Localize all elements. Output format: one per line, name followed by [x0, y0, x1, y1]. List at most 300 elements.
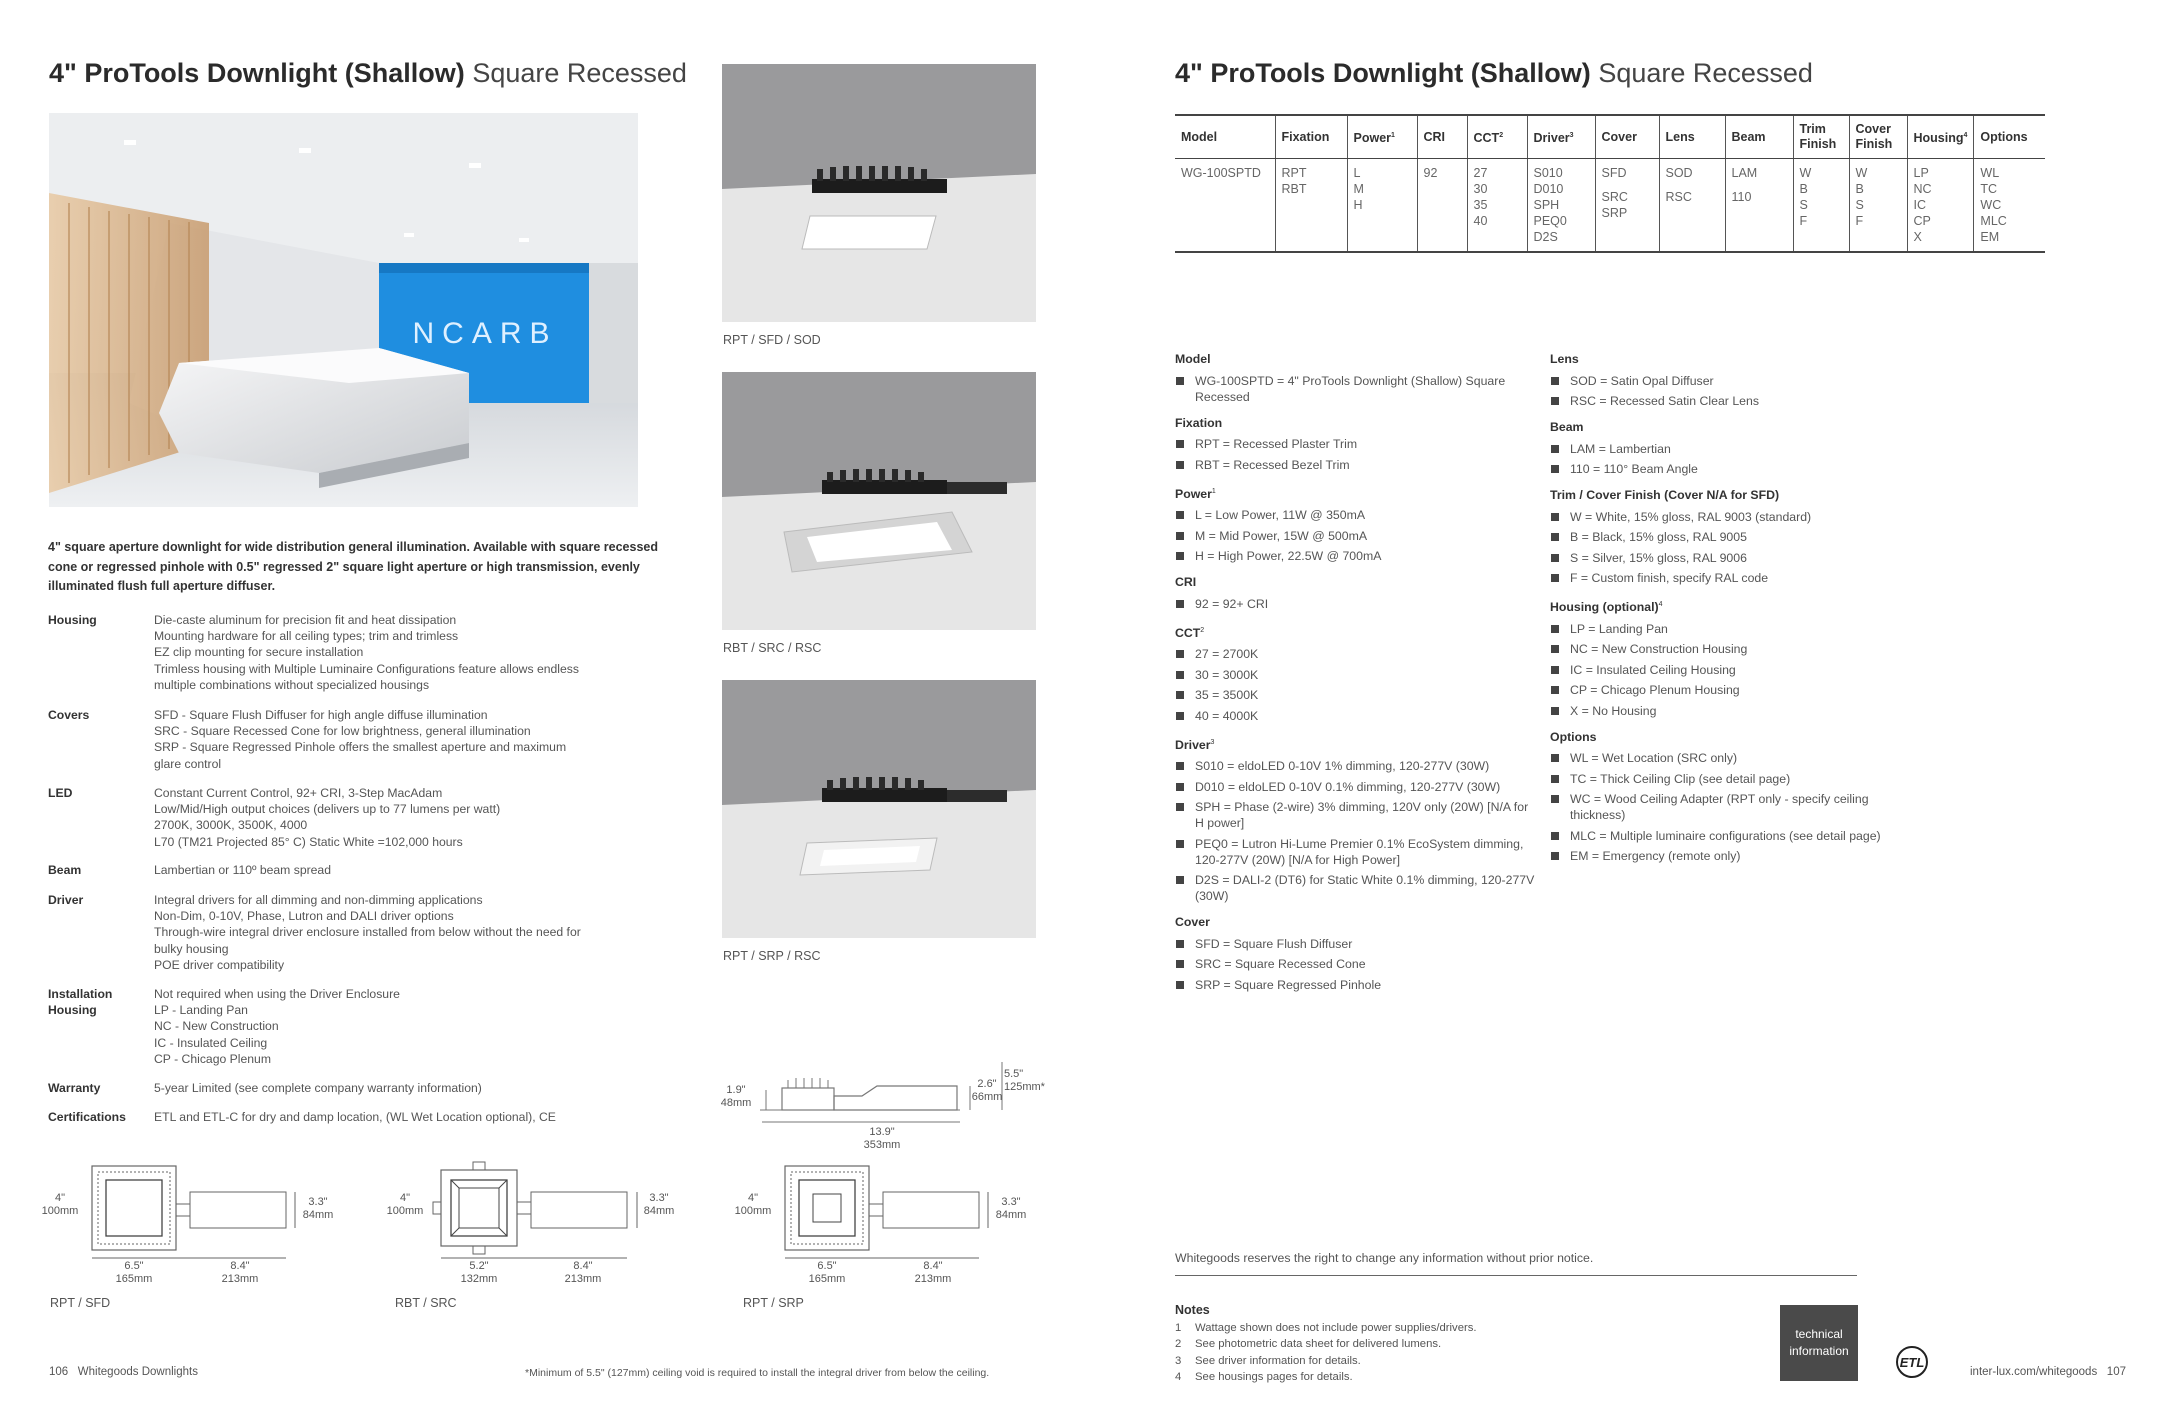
dim-label-w [807, 1260, 847, 1286]
spec-line: IC - Insulated Ceiling [154, 1035, 268, 1050]
legend-item: IC = Insulated Ceiling Housing [1550, 662, 1910, 678]
dim-mm: 132mm [460, 1273, 498, 1285]
cell-value: SOD [1665, 166, 1693, 180]
spec-label: Housing [48, 613, 97, 627]
cell-value: LP [1913, 166, 1929, 180]
drawing-caption: RPT / SFD [50, 1296, 111, 1310]
left-footer [49, 1366, 198, 1378]
th-beam [1725, 115, 1793, 159]
note-item [1175, 1369, 1477, 1385]
footnote: *Minimum of 5.5" (127mm) ceiling void is required to install the integral driver from below the ceiling. [525, 1367, 990, 1379]
footer-url[interactable]: inter-lux.com/whitegoods [1970, 1366, 2098, 1378]
notes-heading: Notes [1175, 1303, 1210, 1317]
cell-value: B [1799, 182, 1808, 196]
drawing-caption: RPT / SRP [743, 1296, 804, 1310]
legend-item: SRP = Square Regressed Pinhole [1175, 977, 1535, 993]
header-sup: 3 [1569, 131, 1574, 139]
note-number: 3 [1175, 1354, 1182, 1367]
cell-value [1732, 181, 1787, 189]
spec-label-line: Housing [48, 1003, 97, 1018]
header-text: CRI [1423, 129, 1446, 144]
dim-in: 8.4" [230, 1260, 250, 1272]
table-cell [1725, 159, 1793, 253]
dim-in: 3.3" [649, 1192, 669, 1204]
spec-line: Trimless housing with Multiple Luminaire Configurations feature allows endless [154, 661, 579, 676]
header-text: Beam [1731, 129, 1766, 144]
legend-heading [1550, 596, 1910, 616]
note-text: See driver information for details. [1195, 1354, 1361, 1367]
dim-label-total [1004, 1068, 1064, 1094]
header-text: CCT [1473, 131, 1500, 146]
dim-mm: 213mm [914, 1273, 952, 1285]
cell-value: LAM [1731, 166, 1758, 180]
dim-in: 8.4" [923, 1260, 943, 1272]
tab-label-line: technical [1795, 1327, 1843, 1341]
table-cell [1595, 159, 1659, 253]
title-light: Square Recessed [1598, 58, 1813, 88]
spec-line: bulky housing [154, 941, 229, 956]
th-lens [1659, 115, 1725, 159]
dim-in: 13.9" [869, 1126, 895, 1138]
header-text: Fixation [1281, 129, 1330, 144]
spec-line: EZ clip mounting for secure installation [154, 645, 364, 660]
legend-heading-text: Housing (optional) [1550, 600, 1659, 615]
cell-value: NC [1913, 182, 1932, 196]
legend-heading [1550, 487, 1910, 504]
spec-line: ETL and ETL-C for dry and damp location, (WL Wet Location optional), CE [154, 1110, 556, 1124]
table-cell [1347, 159, 1417, 253]
cell-value: S [1799, 198, 1808, 212]
cell-value: F [1855, 214, 1864, 228]
dim-label-height [716, 1084, 756, 1110]
dim-in: 6.5" [124, 1260, 144, 1272]
spec-line: Lambertian or 110º beam spread [154, 863, 331, 877]
cell-value: 35 [1473, 198, 1488, 212]
dim-in: 3.3" [1001, 1196, 1021, 1208]
note-text: Wattage shown does not include power supplies/drivers. [1195, 1322, 1477, 1334]
header-text: Cover Finish [1855, 122, 1893, 151]
dim-label-mid [967, 1078, 1007, 1104]
dim-label-dh [991, 1196, 1031, 1222]
technical-information-tab[interactable] [1780, 1305, 1858, 1381]
tab-label-line: information [1789, 1344, 1849, 1358]
spec-label: Certifications [48, 1110, 126, 1124]
note-number: 4 [1175, 1370, 1182, 1383]
cell-value: EM [1980, 230, 2000, 244]
note-number: 2 [1175, 1338, 1182, 1351]
legend-heading-sup: 2 [1200, 626, 1205, 634]
dim-mm: 100mm [41, 1205, 79, 1217]
spec-line: 5-year Limited (see complete company warranty information) [154, 1081, 482, 1095]
legend-heading-text: Options [1550, 729, 1597, 744]
cell-value: SRC [1601, 190, 1628, 204]
table-cell [1275, 159, 1347, 253]
spec-label: LED [48, 786, 73, 800]
legend-item: B = Black, 15% gloss, RAL 9005 [1550, 529, 1910, 545]
legend-heading-text: CRI [1175, 575, 1197, 590]
spec-line: Die-caste aluminum for precision fit and heat dissipation [154, 613, 457, 627]
legend-item: S010 = eldoLED 0-10V 1% dimming, 120-277V (30W) [1175, 758, 1535, 774]
header-sup: 4 [1963, 131, 1968, 139]
dim-in: 4" [54, 1192, 66, 1204]
legend-item: SFD = Square Flush Diffuser [1175, 936, 1535, 952]
dim-in: 2.6" [977, 1078, 997, 1090]
note-item [1175, 1353, 1477, 1369]
header-text: Trim Finish [1799, 122, 1837, 151]
product-photo-srp [722, 680, 1036, 938]
cell-value: SRP [1601, 206, 1628, 220]
spec-label: Warranty [48, 1081, 101, 1095]
dim-label-dh [298, 1196, 338, 1222]
legend-item: WL = Wet Location (SRC only) [1550, 750, 1910, 766]
dim-mm: 48mm [720, 1097, 752, 1109]
dim-in: 4" [747, 1192, 759, 1204]
cell-value: W [1855, 166, 1868, 180]
legend-heading-text: Fixation [1175, 415, 1223, 430]
spec-value [154, 892, 674, 973]
table-cell [1417, 159, 1467, 253]
spec-line: glare control [154, 756, 222, 771]
spec-line: L70 (TM21 Projected 85° C) Static White =102,000 hours [154, 834, 463, 849]
header-text: Lens [1665, 129, 1695, 144]
spec-line: Mounting hardware for all ceiling types; trim and trimless [154, 629, 459, 644]
cell-value [1602, 181, 1653, 189]
spec-label: Covers [48, 708, 90, 722]
legend-item: 30 = 3000K [1175, 667, 1535, 683]
header-text: Options [1980, 129, 2028, 144]
cell-value: RPT [1281, 166, 1307, 180]
right-footer [1970, 1366, 2126, 1378]
cell-value: IC [1913, 198, 1926, 212]
dim-label-h [40, 1192, 80, 1218]
dim-mm: 213mm [564, 1273, 602, 1285]
note-text: See photometric data sheet for delivered lumens. [1195, 1338, 1442, 1351]
plan-drawing-rpt-sfd [40, 1160, 340, 1310]
header-sup: 2 [1499, 131, 1504, 139]
dim-label-h [733, 1192, 773, 1218]
right-page-title [1175, 58, 1813, 89]
legend-item: 110 = 110° Beam Angle [1550, 461, 1910, 477]
spec-line: SRC - Square Recessed Cone for low brightness, general illumination [154, 724, 531, 739]
dim-in: 1.9" [726, 1084, 746, 1096]
drawing-caption: RBT / SRC [395, 1296, 457, 1310]
notes-block [1175, 1303, 1477, 1385]
etl-listed-mark-icon [1893, 1344, 1933, 1384]
cell-value: S [1855, 198, 1864, 212]
legend-heading-text: Beam [1550, 420, 1584, 434]
cell-value: D2S [1533, 230, 1558, 244]
note-text: See housings pages for details. [1195, 1370, 1353, 1383]
table-cell [1907, 159, 1974, 253]
th-power [1347, 115, 1417, 159]
legend-heading [1175, 483, 1535, 503]
hero-sign: NCARB [412, 317, 558, 350]
legend-heading-sup: 1 [1211, 487, 1216, 495]
note-number: 1 [1175, 1322, 1182, 1334]
spec-value [154, 707, 674, 772]
cell-value: W [1799, 166, 1812, 180]
spec-line: POE driver compatibility [154, 957, 285, 972]
dim-in: 5.5" [1004, 1068, 1024, 1080]
cell-value: L [1353, 166, 1361, 180]
legend-item: RPT = Recessed Plaster Trim [1175, 436, 1535, 452]
dim-label-w [114, 1260, 154, 1286]
cell-value: 40 [1473, 214, 1488, 228]
legend-heading-text: CCT [1175, 625, 1201, 640]
plan-drawing-rbt-src [385, 1160, 685, 1310]
legend-heading-text: Lens [1550, 352, 1579, 366]
spec-line: LP - Landing Pan [154, 1003, 248, 1018]
legend-item: SPH = Phase (2-wire) 3% dimming, 120V only (20W) [N/A for H power] [1175, 799, 1535, 831]
plan-drawing-rpt-srp [733, 1160, 1033, 1310]
page-number: 107 [2106, 1366, 2126, 1378]
dim-mm: 84mm [995, 1209, 1027, 1221]
photo-caption-1: RPT / SFD / SOD [723, 333, 821, 347]
legend-heading-text: Trim / Cover Finish (Cover N/A for SFD) [1550, 488, 1780, 502]
etl-mark-text: ETL [1899, 1355, 1925, 1370]
table-cell [1849, 159, 1907, 253]
divider [1175, 1275, 1857, 1276]
dim-mm: 84mm [643, 1205, 675, 1217]
th-cri [1417, 115, 1467, 159]
photo-caption-3: RPT / SRP / RSC [723, 949, 821, 963]
legend-item: SOD = Satin Opal Diffuser [1550, 373, 1910, 389]
legend-item: SRC = Square Recessed Cone [1175, 956, 1535, 972]
dim-mm: 213mm [221, 1273, 259, 1285]
spec-label [48, 986, 148, 1018]
legend-item: W = White, 15% gloss, RAL 9003 (standard) [1550, 509, 1910, 525]
spec-line: multiple combinations without specialized housings [154, 677, 430, 692]
legend-item: F = Custom finish, specify RAL code [1550, 570, 1910, 586]
legend-item: X = No Housing [1550, 703, 1910, 719]
dim-label-dh [639, 1192, 679, 1218]
dim-mm: 66mm [971, 1091, 1003, 1103]
dim-mm: 165mm [115, 1273, 153, 1285]
dim-in: 4" [399, 1192, 411, 1204]
legend-item: RBT = Recessed Bezel Trim [1175, 457, 1535, 473]
legend-item: PEQ0 = Lutron Hi-Lume Premier 0.1% EcoSystem dimming, 120-277V (20W) [N/A for High Power] [1175, 836, 1535, 868]
dim-mm: 125mm* [1004, 1081, 1045, 1093]
table-row [1175, 159, 2045, 253]
legend-item: WG-100SPTD = 4" ProTools Downlight (Shallow) Square Recessed [1175, 373, 1535, 405]
header-sup: 1 [1391, 131, 1395, 139]
dim-label-d [220, 1260, 260, 1286]
title-bold: 4" ProTools Downlight (Shallow) [1175, 58, 1591, 88]
dim-mm: 84mm [302, 1209, 334, 1221]
cell-value: MLC [1980, 214, 2007, 228]
spec-line: 2700K, 3000K, 3500K, 4000 [154, 818, 308, 833]
cell-value: D010 [1533, 182, 1564, 196]
cell-value [1666, 181, 1719, 189]
legend-heading [1175, 622, 1535, 642]
legend-item: MLC = Multiple luminaire configurations (see detail page) [1550, 828, 1910, 844]
header-text: Model [1181, 129, 1218, 144]
dim-label-d [913, 1260, 953, 1286]
cell-value: B [1855, 182, 1864, 196]
legend-item: 40 = 4000K [1175, 708, 1535, 724]
spec-value [154, 1080, 674, 1096]
legend-heading [1550, 351, 1910, 368]
legend-heading-text: Model [1175, 352, 1211, 366]
legend-item: 27 = 2700K [1175, 646, 1535, 662]
cell-value: 30 [1473, 182, 1488, 196]
page-number: 106 [49, 1366, 69, 1378]
legend-item: H = High Power, 22.5W @ 700mA [1175, 548, 1535, 564]
spec-line: Integral drivers for all dimming and non-dimming applications [154, 893, 483, 907]
legend-heading-text: Power [1175, 486, 1212, 501]
table-cell [1974, 159, 2045, 253]
dim-in: 3.3" [308, 1196, 328, 1208]
cell-value: RBT [1281, 182, 1307, 196]
table-cell [1175, 159, 1275, 253]
dim-label-w [459, 1260, 499, 1286]
th-cct [1467, 115, 1527, 159]
left-page-title [49, 58, 687, 89]
cell-value: F [1799, 214, 1808, 228]
hero-photo [49, 113, 638, 507]
spec-value [154, 785, 674, 850]
dim-label-length [842, 1126, 922, 1152]
dim-mm: 353mm [863, 1139, 901, 1151]
spec-value [154, 862, 674, 878]
dim-in: 6.5" [817, 1260, 837, 1272]
cell-value: H [1353, 198, 1363, 212]
legend-left-column [1175, 351, 1535, 993]
spec-line: SRP - Square Regressed Pinhole offers the smallest aperture and maximum [154, 740, 567, 755]
spec-line: CP - Chicago Plenum [154, 1051, 271, 1066]
cell-value: M [1353, 182, 1364, 196]
legend-item: L = Low Power, 11W @ 350mA [1175, 507, 1535, 523]
cell-value: X [1913, 230, 1922, 244]
dim-label-h [385, 1192, 425, 1218]
cell-value: S010 [1533, 166, 1563, 180]
cell-value: CP [1913, 214, 1931, 228]
spec-label-line: Installation [48, 987, 113, 1001]
legend-heading [1175, 415, 1535, 432]
title-light: Square Recessed [472, 58, 687, 88]
cell-value: 27 [1473, 166, 1488, 180]
cell-value: 92 [1423, 166, 1438, 180]
spec-line: Low/Mid/High output choices (delivers up to 77 lumens per watt) [154, 802, 501, 817]
legend-item: 35 = 3500K [1175, 687, 1535, 703]
legend-item: LAM = Lambertian [1550, 441, 1910, 457]
header-text: Housing [1913, 131, 1964, 146]
dim-in: 8.4" [573, 1260, 593, 1272]
product-photo-sfd [722, 64, 1036, 322]
cell-value: 110 [1731, 190, 1752, 204]
table-header-row [1175, 115, 2045, 159]
title-bold: 4" ProTools Downlight (Shallow) [49, 58, 465, 88]
cell-value: WC [1980, 198, 2002, 212]
spec-line: Through-wire integral driver enclosure installed from below without the need for [154, 925, 581, 940]
spec-line: Not required when using the Driver Enclosure [154, 987, 400, 1001]
section-name: Whitegoods Downlights [77, 1366, 198, 1378]
legend-right-column [1550, 351, 1910, 864]
legend-item: 92 = 92+ CRI [1175, 596, 1535, 612]
header-text: Driver [1533, 131, 1570, 146]
th-cover-finish [1849, 115, 1907, 159]
legend-heading-sup: 4 [1658, 601, 1663, 608]
legend-item: LP = Landing Pan [1550, 621, 1910, 637]
legend-item: RSC = Recessed Satin Clear Lens [1550, 393, 1910, 409]
th-driver [1527, 115, 1595, 159]
cell-value: RSC [1665, 190, 1692, 204]
ordering-table [1175, 114, 2045, 253]
legend-heading [1550, 419, 1910, 436]
table-cell [1527, 159, 1595, 253]
legend-heading [1550, 729, 1910, 746]
dim-label-d [563, 1260, 603, 1286]
legend-heading-text: Driver [1175, 737, 1211, 752]
product-description: 4" square aperture downlight for wide distribution general illumination. Available with square recessed cone or regressed pinhole with 0.5" regressed 2" square light aperture or high transmission, evenly illuminated flush full aperture diffuser. [48, 540, 658, 593]
legend-item: M = Mid Power, 15W @ 500mA [1175, 528, 1535, 544]
table-cell [1793, 159, 1849, 253]
legend-item: WC = Wood Ceiling Adapter (RPT only - specify ceiling thickness) [1550, 791, 1910, 823]
spec-value [154, 612, 674, 693]
cell-value: SFD [1601, 166, 1627, 180]
cell-value: TC [1980, 182, 1998, 196]
th-fixation [1275, 115, 1347, 159]
cell-value: WG-100SPTD [1181, 166, 1261, 180]
spec-line: NC - New Construction [154, 1019, 279, 1034]
spec-line: Constant Current Control, 92+ CRI, 3-Step MacAdam [154, 786, 443, 800]
dim-in: 5.2" [469, 1260, 489, 1272]
legend-item: CP = Chicago Plenum Housing [1550, 682, 1910, 698]
notice-text: Whitegoods reserves the right to change any information without prior notice. [1175, 1251, 1594, 1265]
table-cell [1659, 159, 1725, 253]
legend-item: S = Silver, 15% gloss, RAL 9006 [1550, 550, 1910, 566]
dim-mm: 165mm [808, 1273, 846, 1285]
th-trim-finish [1793, 115, 1849, 159]
spec-line: SFD - Square Flush Diffuser for high angle diffuse illumination [154, 708, 488, 722]
cell-value: SPH [1533, 198, 1560, 212]
legend-item: D010 = eldoLED 0-10V 0.1% dimming, 120-277V (30W) [1175, 779, 1535, 795]
cell-value: PEQ0 [1533, 214, 1567, 228]
th-model [1175, 115, 1275, 159]
spec-value [154, 1109, 674, 1125]
legend-item: TC = Thick Ceiling Clip (see detail page) [1550, 771, 1910, 787]
product-photo-src [722, 372, 1036, 630]
legend-heading [1175, 574, 1535, 591]
legend-heading-sup: 3 [1210, 738, 1215, 746]
dim-mm: 100mm [386, 1205, 424, 1217]
th-options [1974, 115, 2045, 159]
cell-value: WL [1980, 166, 2000, 180]
th-housing [1907, 115, 1974, 159]
legend-item: EM = Emergency (remote only) [1550, 848, 1910, 864]
legend-heading-text: Cover [1175, 915, 1210, 930]
side-profile-drawing [712, 1050, 1082, 1150]
note-item [1175, 1320, 1477, 1336]
legend-item: NC = New Construction Housing [1550, 641, 1910, 657]
spec-label: Beam [48, 863, 82, 877]
dim-mm: 100mm [734, 1205, 772, 1217]
table-cell [1467, 159, 1527, 253]
spec-line: Non-Dim, 0-10V, Phase, Lutron and DALI driver options [154, 909, 454, 924]
header-text: Cover [1601, 129, 1637, 144]
reception-interior-illustration [49, 113, 638, 507]
legend-heading [1175, 914, 1535, 931]
legend-heading [1175, 734, 1535, 754]
legend-item: D2S = DALI-2 (DT6) for Static White 0.1% dimming, 120-277V (30W) [1175, 872, 1535, 904]
note-item [1175, 1336, 1477, 1352]
spec-value [154, 986, 674, 1067]
th-cover [1595, 115, 1659, 159]
photo-caption-2: RBT / SRC / RSC [723, 641, 822, 655]
header-text: Power [1353, 131, 1392, 146]
spec-label: Driver [48, 893, 84, 907]
legend-heading [1175, 351, 1535, 368]
